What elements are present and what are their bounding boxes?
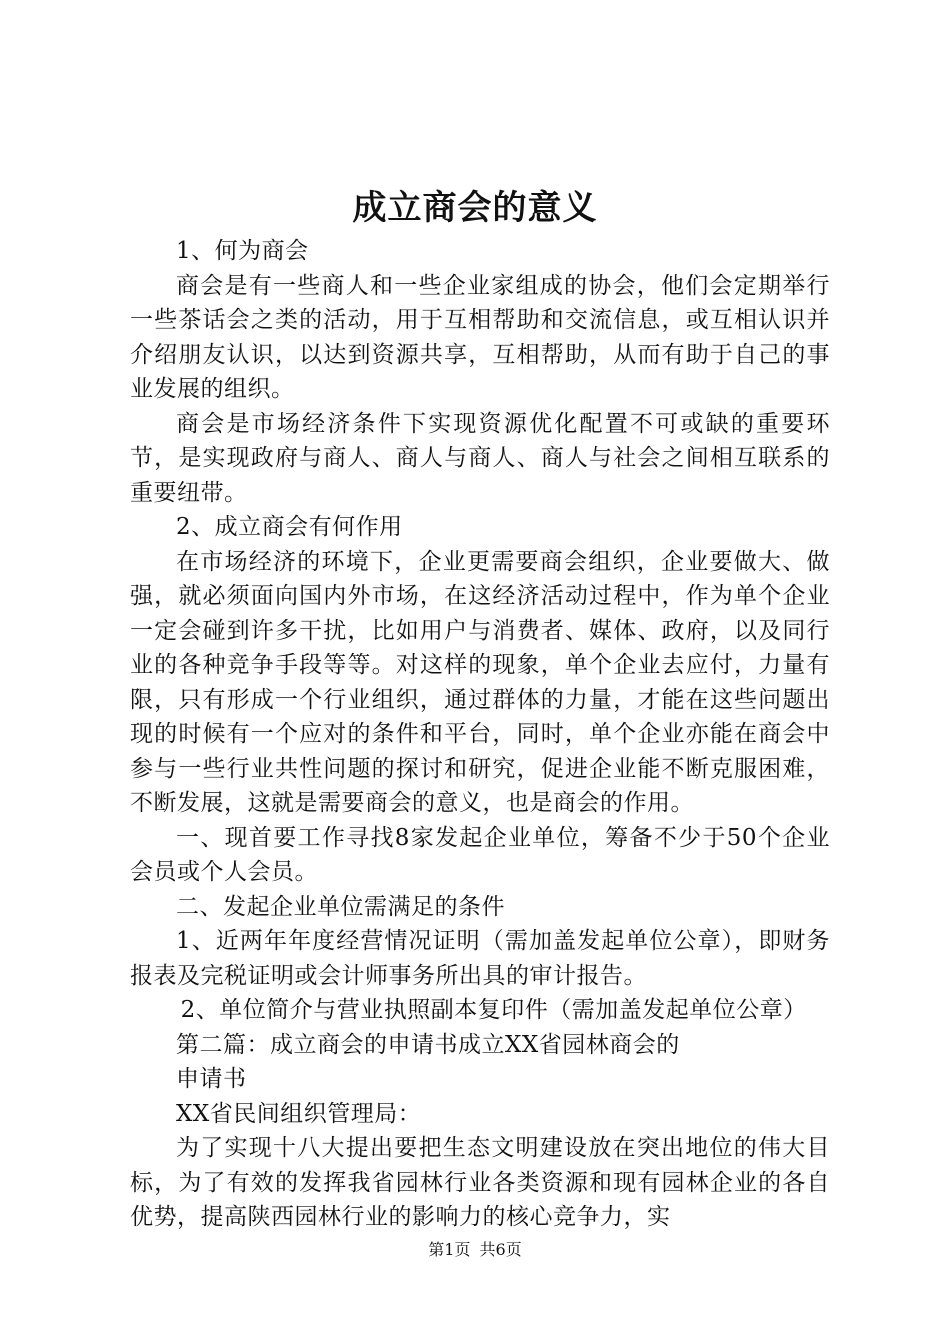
document-body bbox=[130, 234, 830, 1235]
paragraph-condition-1: 1、近两年年度经营情况证明（需加盖发起单位公章），即财务报表及完税证明或会计师事务所出具的审计报告。 bbox=[130, 928, 830, 989]
document-title: 成立商会的意义 bbox=[352, 188, 598, 228]
page-total: 共6页 bbox=[479, 1240, 522, 1259]
section-heading-2: 2、成立商会有何作用 bbox=[176, 514, 403, 540]
paragraph-task-one: 一、现首要工作寻找8家发起企业单位，筹备不少于50个企业会员或个人会员。 bbox=[130, 824, 830, 885]
paragraph-task-two-heading: 二、发起企业单位需满足的条件 bbox=[176, 893, 505, 920]
paragraph-function: 在市场经济的环境下，企业更需要商会组织，企业要做大、做强，就必须面向国内外市场，在这经济活动过程中，作为单个企业一定会碰到许多干扰，比如用户与消费者、媒体、政府，以及同行业的各种竞争手段等等。对这样的现象，单个企业去应付，力量有限，只有形成一个行业组织，通过群体的力量，才能在这些问题出现的时候有一个应对的条件和平台，同时，单个企业亦能在商会中参与一些行业共性问题的探讨和研究，促进企业能不断克服困难，不断发展，这就是需要商会的意义，也是商会的作用。 bbox=[130, 548, 830, 816]
page-number: 第1页 bbox=[428, 1240, 471, 1259]
section-heading-1: 1、何为商会 bbox=[176, 238, 309, 264]
paragraph-definition: 商会是有一些商人和一些企业家组成的协会，他们会定期举行一些茶话会之类的活动，用于互相帮助和交流信息，或互相认识并介绍朋友认识，以达到资源共享，互相帮助，从而有助于自己的事业发展的组织。 bbox=[130, 272, 830, 402]
paragraph-application-label: 申请书 bbox=[176, 1066, 247, 1092]
paragraph-market-role: 商会是市场经济条件下实现资源优化配置不可或缺的重要环节，是实现政府与商人、商人与商人、商人与社会之间相互联系的重要纽带。 bbox=[130, 410, 830, 506]
paragraph-condition-2: 2、单位简介与营业执照副本复印件（需加盖发起单位公章） bbox=[180, 997, 807, 1023]
paragraph-addressee: XX省民间组织管理局： bbox=[176, 1100, 422, 1127]
page-footer bbox=[0, 1238, 950, 1262]
paragraph-second-article-heading: 第二篇：成立商会的申请书成立XX省园林商会的 bbox=[176, 1031, 680, 1058]
paragraph-application-body: 为了实现十八大提出要把生态文明建设放在突出地位的伟大目标，为了有效的发挥我省园林行业各类资源和现有园林企业的各自优势，提高陕西园林行业的影响力的核心竞争力，实 bbox=[130, 1135, 830, 1230]
